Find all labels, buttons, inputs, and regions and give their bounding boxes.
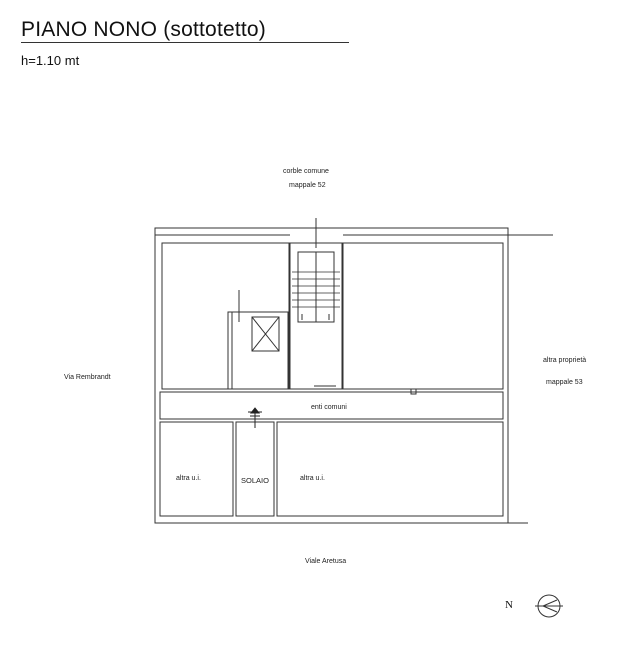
corridor-label: enti comuni — [311, 404, 347, 411]
courtyard-label-line1: corble comune — [283, 168, 329, 175]
entry-mark-icon — [248, 408, 262, 428]
unit-left-label: altra u.i. — [176, 475, 201, 482]
south-street-label: Viale Aretusa — [305, 558, 347, 565]
unit-right-label: altra u.i. — [300, 475, 325, 482]
room-upper-left — [162, 243, 289, 389]
east-label-line2: mappale 53 — [546, 379, 583, 386]
room-upper-right — [343, 243, 503, 389]
height-note: h=1.10 mt — [21, 53, 80, 68]
north-arrow-icon — [535, 595, 563, 617]
east-label-line1: altra proprietà — [543, 357, 587, 364]
page-title: PIANO NONO (sottotetto) — [21, 18, 266, 41]
courtyard-label-line2: mappale 52 — [289, 182, 326, 189]
room-solaio — [236, 422, 274, 516]
north-letter: N — [505, 599, 513, 611]
room-lower-right — [277, 422, 503, 516]
attic-label: SOLAIO — [241, 476, 269, 485]
room-lower-left — [160, 422, 233, 516]
west-street-label: Via Rembrandt — [64, 374, 111, 381]
